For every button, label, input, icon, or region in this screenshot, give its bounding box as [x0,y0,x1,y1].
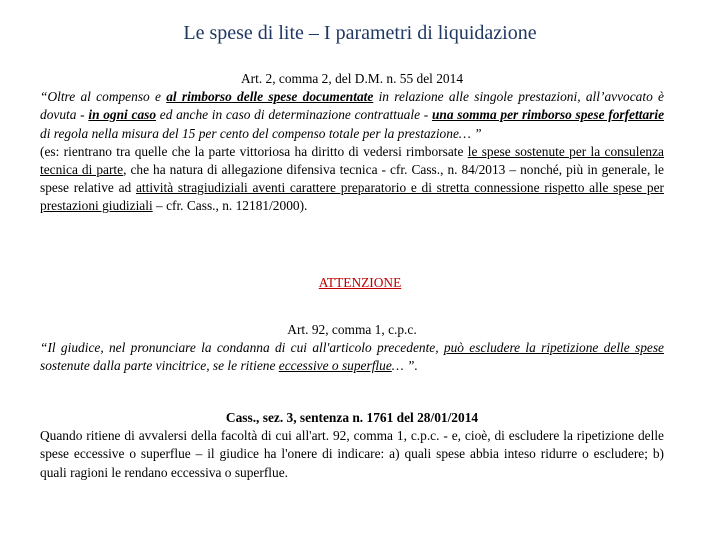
note-text: – cfr. Cass., n. 12181/2000). [152,198,308,214]
quote-text: … ”. [391,358,418,374]
section-art2-quote [40,88,664,143]
quote-underline: può escludere la ripetizione delle spese [443,340,664,356]
section-art2-heading: Art. 2, comma 2, del D.M. n. 55 del 2014 [240,71,464,86]
section-art2-note [40,143,664,216]
quote-underline: in ogni caso [88,107,157,123]
quote-text: sostenute dalla parte vincitrice, se le ritiene [40,358,279,374]
quote-text: di regola nella misura del 15 per cento del compenso totale per la prestazione… ” [40,125,482,141]
section-art2 [40,70,664,216]
section-cass-heading: Cass., sez. 3, sentenza n. 1761 del 28/01/2014 [225,410,479,425]
section-cass [40,409,664,482]
note-underline: le spese sostenute per la consulenza tecnica di parte [40,143,664,178]
quote-underline: una somma per rimborso spese forfettarie [431,107,665,123]
section-art92-quote [40,339,664,375]
quote-text: “Il giudice, nel pronunciare la condanna di cui all'articolo precedente, [40,340,444,356]
quote-text: “Oltre al compenso e [40,89,167,105]
page-title: Le spese di lite – I parametri di liquidazione [183,22,537,44]
note-underline: attività stragiudiziali aventi carattere preparatorio e di stretta connessione rispetto alle spese per prestazioni giudiziali [40,180,664,214]
section-art92-heading: Art. 92, comma 1, c.p.c. [287,322,417,337]
section-cass-text: Quando ritiene di avvalersi della facoltà di cui all'art. 92, comma 1, c.p.c. - e, cioè, di escludere la ripetizione delle spese eccessive o superflue – il giudice ha l'onere di indicare: a) quali spese abbia inteso ridurre o escludere; b) quali ragioni le rendano eccessiva o superflue. [40,428,664,480]
quote-text: in relazione alle singole prestazioni, all’avvocato è dovuta - [40,89,664,123]
quote-text: ed anche in caso di determinazione contrattuale - [156,107,432,123]
note-text: , che ha natura di allegazione difensiva tecnica - cfr. Cass., n. 84/2013 – nonché, più in generale, le spese relative ad [40,162,664,196]
section-art92 [40,321,664,376]
quote-underline: eccessive o superflue [278,358,392,374]
note-text: (es: rientrano tra quelle che la parte vittoriosa ha diritto di vedersi rimborsate [40,143,468,159]
warning-label: ATTENZIONE [318,275,402,290]
quote-underline: al rimborso delle spese documentate [166,89,374,105]
